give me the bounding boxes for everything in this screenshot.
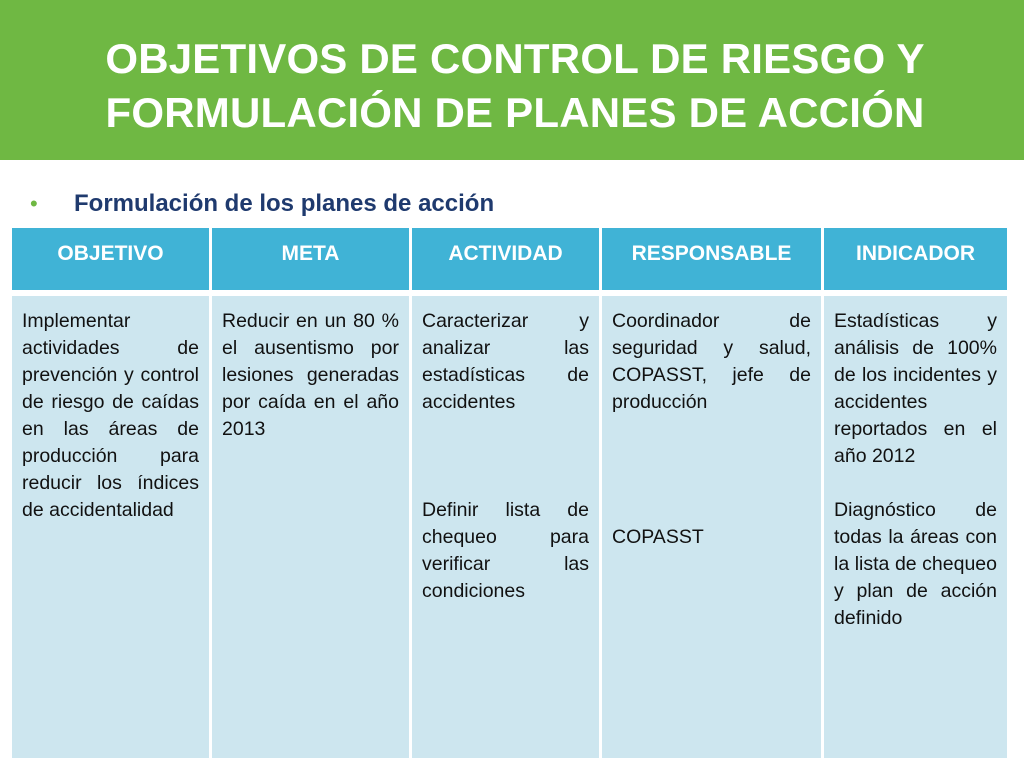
banner-divider: [0, 160, 1024, 163]
column-header-objetivo: OBJETIVO: [12, 228, 209, 296]
spacer: [612, 416, 811, 443]
table-header-row: [12, 228, 1007, 296]
spacer: [612, 443, 811, 470]
column-header-responsable: RESPONSABLE: [602, 228, 821, 296]
spacer: [612, 497, 811, 524]
bullet-icon: •: [30, 191, 38, 216]
action-plan-table: [9, 228, 1010, 758]
slide-title-line-2: FORMULACIÓN DE PLANES DE ACCIÓN: [105, 89, 925, 136]
slide-title: [40, 32, 990, 140]
bullet-item: [30, 188, 494, 220]
actividad-text-1: Caracterizar y analizar las estadísticas de accidentes: [422, 310, 589, 413]
actividad-text-2: Definir lista de chequeo para verificar las condiciones: [422, 499, 589, 602]
slide-title-line-1: OBJETIVOS DE CONTROL DE RIESGO Y: [105, 35, 925, 82]
column-header-indicador: INDICADOR: [824, 228, 1007, 296]
objetivo-text: Implementar actividades de prevención y control de riesgo de caídas en las áreas de producción para reducir los índices de accidentalidad: [22, 310, 199, 521]
indicador-text-1: Estadísticas y análisis de 100% de los incidentes y accidentes reportados en el año 2012: [834, 310, 997, 467]
indicador-text-2: Diagnóstico de todas la áreas con la lista de chequeo y plan de acción definido: [834, 499, 997, 629]
cell-objetivo: [12, 296, 209, 758]
spacer: [834, 470, 997, 497]
spacer: [422, 416, 589, 443]
spacer: [612, 470, 811, 497]
bullet-text: Formulación de los planes de acción: [74, 190, 495, 217]
cell-responsable: [602, 296, 821, 758]
cell-actividad: [412, 296, 599, 758]
spacer: [422, 443, 589, 470]
column-header-actividad: ACTIVIDAD: [412, 228, 599, 296]
responsable-text-2: COPASST: [612, 526, 704, 548]
table-row: [12, 296, 1007, 758]
meta-text: Reducir en un 80 % el ausentismo por lesiones generadas por caída en el año 2013: [222, 310, 399, 440]
spacer: [422, 470, 589, 497]
cell-meta: [212, 296, 409, 758]
column-header-meta: META: [212, 228, 409, 296]
cell-indicador: [824, 296, 1007, 758]
responsable-text-1: Coordinador de seguridad y salud, COPASST, jefe de producción: [612, 310, 811, 413]
